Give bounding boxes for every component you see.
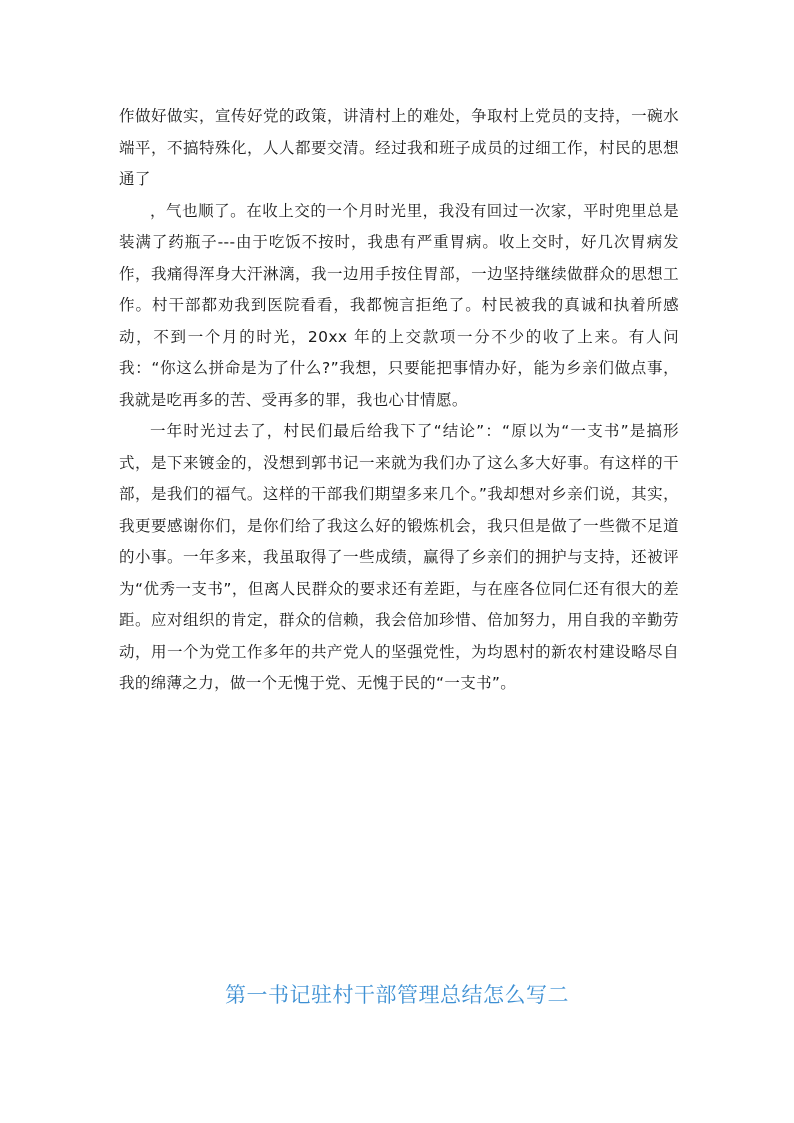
document-body (119, 101, 679, 700)
paragraph-2: ，气也顺了。在收上交的一个月时光里，我没有回过一次家，平时兜里总是装满了药瓶子---由于吃饭不按时，我患有严重胃病。收上交时，好几次胃病发作，我痛得浑身大汗淋漓，我一边用手按住胃部，一边坚持继续做群众的思想工作。村干部都劝我到医院看看，我都惋言拒绝了。村民被我的真诚和执着所感动，不到一个月的时光，20xx 年的上交款项一分不少的收了上来。有人问我：“你这么拼命是为了什么?”我想，只要能把事情办好，能为乡亲们做点事，我就是吃再多的苦、受再多的罪，我也心甘情愿。 (119, 201, 679, 409)
paragraph-3: 一年时光过去了，村民们最后给我下了“结论”：“原以为“一支书”是搞形式，是下来镀金的，没想到郭书记一来就为我们办了这么多大好事。有这样的干部，是我们的福气。这样的干部我们期望多来几个。”我却想对乡亲们说，其实，我更要感谢你们，是你们给了我这么好的锻炼机会，我只但是做了一些微不足道的小事。一年多来，我虽取得了一些成绩，赢得了乡亲们的拥护与支持，还被评为“优秀一支书”，但离人民群众的要求还有差距，与在座各位同仁还有很大的差距。应对组织的肯定，群众的信赖，我会倍加珍惜、倍加努力，用自我的辛勤劳动，用一个为党工作多年的共产党人的坚强党性，为均恩村的新农村建设略尽自我的绵薄之力，做一个无愧于党、无愧于民的“一支书”。 (119, 422, 679, 692)
paragraph-1: 作做好做实，宣传好党的政策，讲清村上的难处，争取村上党员的支持，一碗水端平，不搞特殊化，人人都要交清。经过我和班子成员的过细工作，村民的思想通了 (119, 107, 679, 188)
section-heading: 第一书记驻村干部管理总结怎么写二 (225, 983, 569, 1007)
